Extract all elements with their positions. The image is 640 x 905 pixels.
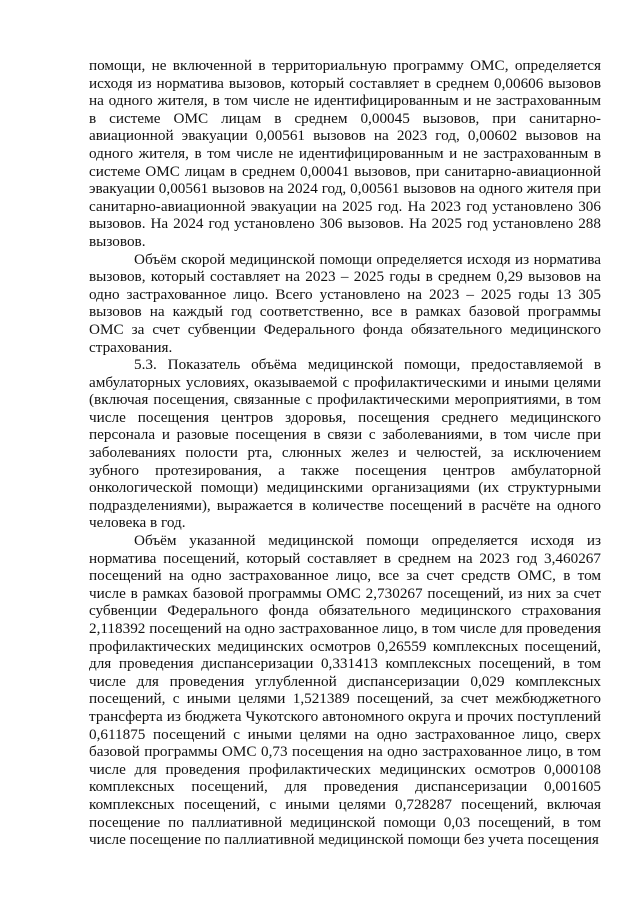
document-page	[89, 57, 601, 849]
paragraph-ambulance-volume: Объём скорой медицинской помощи определяется исходя из норматива вызовов, который составляет на 2023 – 2025 годы в среднем 0,29 вызовов на одно застрахованное лицо. Всего установлено на 2023 – 2025 годы 13 305 вызовов на каждый год соответственно, все в рамках базовой программы ОМС за счет субвенции Федерального фонда обязательного медицинского страхования.	[89, 250, 601, 356]
paragraph-visits-norms: Объём указанной медицинской помощи определяется исходя из норматива посещений, который составляет в среднем на 2023 год 3,460267 посещений на одно застрахованное лицо, все за счет средств ОМС, в том числе в рамках базовой программы ОМС 2,730267 посещений, из них за счет субвенции Федерального фонда обязательного медицинского страхования 2,118392 посещений на одно застрахованное лицо, в том числе для проведения профилактических медицинских осмотров 0,26559 комплексных посещений, для проведения диспансеризации 0,331413 комплексных посещений, в том числе для проведения углубленной диспансеризации 0,029 комплексных посещений, с иными целями 1,521389 посещений, за счет межбюджетного трансферта из бюджета Чукотского автономного округа и прочих поступлений 0,611875 посещений с иными целями на одно застрахованное лицо, сверх базовой программы ОМС 0,73 посещения на одно застрахованное лицо, в том числе для проведения профилактических медицинских осмотров 0,000108 комплексных посещений, для проведения диспансеризации 0,001605 комплексных посещений, с иными целями 0,728287 посещений, включая посещение по паллиативной медицинской помощи 0,03 посещений, в том числе посещение по паллиативной медицинской помощи без учета посещения	[89, 532, 601, 849]
paragraph-section-5-3: 5.3. Показатель объёма медицинской помощи, предоставляемой в амбулаторных условиях, оказываемой с профилактическими и иными целями (включая посещения, связанные с профилактическими мероприятиями, в том числе посещения центров здоровья, посещения среднего медицинского персонала и разовые посещения в связи с заболеваниями, в том числе при заболеваниях полости рта, слюнных желез и челюстей, за исключением зубного протезирования, а также посещения центров амбулаторной онкологической помощи) медицинскими организациями (их структурными подразделениями), выражается в количестве посещений в расчёте на одного человека в год.	[89, 356, 601, 532]
paragraph-emergency-calls-norms: помощи, не включенной в территориальную программу ОМС, определяется исходя из норматива вызовов, который составляет в среднем 0,00606 вызовов на одного жителя, в том числе не идентифицированным и не застрахованным в системе ОМС лицам в среднем 0,00045 вызовов, при санитарно-авиационной эвакуации 0,00561 вызовов на 2023 год, 0,00602 вызовов на одного жителя, в том числе не идентифицированным и не застрахованным в системе ОМС лицам в среднем 0,00041 вызовов, при санитарно-авиационной эвакуации 0,00561 вызовов на 2024 год, 0,00561 вызовов на одного жителя при санитарно-авиационной эвакуации на 2025 год. На 2023 год установлено 306 вызовов. На 2024 год установлено 306 вызовов. На 2025 год установлено 288 вызовов.	[89, 57, 601, 250]
